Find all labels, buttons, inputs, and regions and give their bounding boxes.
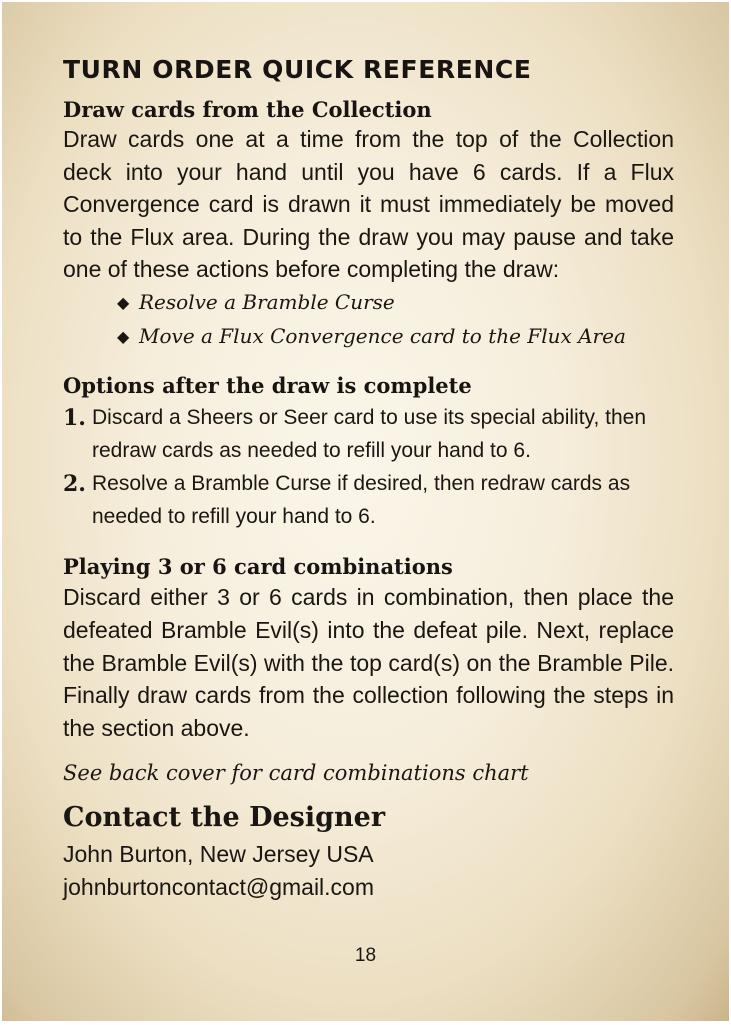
option-text: Discard a Sheers or Seer card to use its special ability, then redraw cards as needed to refill your hand to 6. — [92, 406, 647, 462]
draw-action-item — [117, 320, 674, 354]
back-cover-note: See back cover for card combinations chart — [63, 761, 529, 786]
options-section-heading: Options after the draw is complete — [63, 373, 472, 399]
combo-section — [63, 553, 674, 744]
option-number: 1. — [63, 405, 86, 432]
draw-action-text: Resolve a Bramble Curse — [139, 289, 395, 314]
designer-email: johnburtoncontact@gmail.com — [63, 874, 375, 901]
draw-section-heading: Draw cards from the Collection — [63, 97, 432, 122]
combo-section-paragraph: Discard either 3 or 6 cards in combination, then place the defeated Bramble Evil(s) into the defeat pile. Next, replace the Bramble Evil(s) with the top card(s) on the Bramble Pile. Finally draw cards from the collection following the steps in the section above. — [63, 584, 674, 741]
draw-action-item — [117, 286, 674, 320]
option-item — [63, 468, 674, 534]
option-number: 2. — [63, 470, 86, 497]
options-section — [63, 372, 674, 533]
draw-section — [63, 97, 674, 353]
page-content — [63, 52, 674, 904]
diamond-bullet-icon: ◆ — [117, 326, 130, 346]
diamond-bullet-icon: ◆ — [117, 292, 130, 312]
contact-section — [63, 798, 674, 904]
contact-heading: Contact the Designer — [63, 802, 386, 834]
combo-section-heading: Playing 3 or 6 card combinations — [63, 554, 453, 580]
rulebook-page — [2, 2, 729, 1021]
page-title: TURN ORDER QUICK REFERENCE — [63, 55, 532, 84]
draw-action-list — [117, 286, 674, 353]
designer-name-location: John Burton, New Jersey USA — [63, 841, 374, 868]
options-list — [63, 402, 674, 533]
page-number: 18 — [354, 945, 377, 966]
draw-section-paragraph: Draw cards one at a time from the top of the Collection deck into your hand until you have 6 cards. If a Flux Convergence card is drawn it must immediately be moved to the Flux area. During the draw you may pause and take one of these actions before completing the draw: — [63, 126, 674, 283]
draw-action-text: Move a Flux Convergence card to the Flux Area — [139, 323, 626, 348]
option-item — [63, 402, 674, 468]
option-text: Resolve a Bramble Curse if desired, then redraw cards as needed to refill your hand to 6. — [92, 471, 631, 528]
